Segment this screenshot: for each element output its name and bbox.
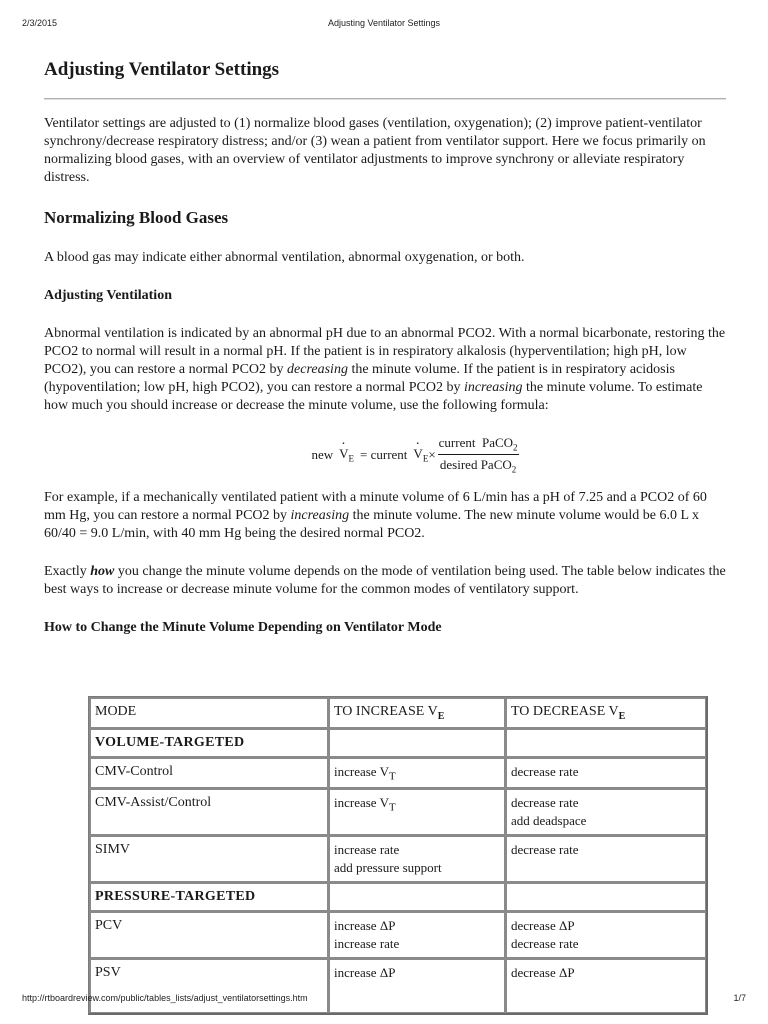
header-mode — [89, 697, 328, 728]
decrease-cell — [505, 911, 706, 958]
group-row-pressure — [89, 882, 706, 911]
article — [44, 52, 726, 637]
text-run: you change the minute volume depends on the mode of ventilation being used. The table below indicates the best ways to increase or decrease minute volume for the common modes of ventilatory support. — [44, 564, 726, 597]
header-sub: E — [437, 710, 445, 722]
formula-equals: = current — [360, 447, 408, 462]
cell-sub: T — [388, 801, 396, 814]
mode-cell — [89, 911, 328, 958]
subsection-heading-ventilation: Adjusting Ventilation — [44, 288, 172, 303]
cell-text: increase V — [334, 764, 389, 779]
minute-volume-formula — [104, 435, 726, 475]
empty-cell — [328, 882, 505, 911]
decrease-cell — [505, 788, 706, 835]
text-run: the minute volume. To estimate how much you should increase or decrease the minute volume, use the following formula: — [44, 380, 703, 413]
decrease-cell — [505, 757, 706, 788]
formula-sub: E — [348, 453, 355, 464]
fraction-denominator — [440, 455, 516, 475]
page-title: Adjusting Ventilator Settings — [44, 59, 280, 80]
cell-line: increase ΔP — [334, 965, 396, 980]
table-header-row — [89, 697, 706, 728]
decrease-cell — [505, 835, 706, 882]
title-divider — [44, 98, 726, 100]
emphasis-increasing: increasing — [290, 508, 350, 523]
v-dot-symbol — [413, 446, 428, 464]
table-row — [89, 911, 706, 958]
cell-line: add deadspace — [511, 813, 587, 828]
source-url: http://rtboardreview.com/public/tables_lists/adjust_ventilatorsettings.htm — [22, 993, 308, 1003]
cell-line: add pressure support — [334, 860, 442, 875]
emphasis-decreasing: decreasing — [287, 362, 348, 377]
mode-name: PSV — [95, 965, 121, 980]
header-increase — [328, 697, 505, 728]
cell-line: decrease ΔP — [511, 918, 575, 933]
cell-line: decrease rate — [511, 764, 579, 779]
fraction-numerator — [438, 435, 519, 455]
group-label: PRESSURE-TARGETED — [89, 882, 328, 911]
increase-cell — [328, 757, 505, 788]
group-label: VOLUME-TARGETED — [89, 728, 328, 757]
table-row — [89, 788, 706, 835]
cell-line — [334, 764, 396, 783]
mode-cell — [89, 757, 328, 788]
section-text-normalizing: A blood gas may indicate either abnormal ventilation, abnormal oxygenation, or both. — [44, 250, 525, 265]
print-date: 2/3/2015 — [22, 18, 58, 28]
empty-cell — [505, 728, 706, 757]
mode-paragraph — [44, 563, 726, 599]
group-row-volume — [89, 728, 706, 757]
text-run: the minute volume. If the patient is in respiratory acidosis (hypoventilation; low pH, high PCO2), you can restore a normal PCO2 by — [44, 362, 675, 395]
cell-line: decrease ΔP — [511, 965, 575, 980]
cell-line: increase ΔP — [334, 918, 396, 933]
mode-cell — [89, 835, 328, 882]
text-run: Exactly — [44, 564, 91, 579]
intro-paragraph: Ventilator settings are adjusted to (1) normalize blood gases (ventilation, oxygenation); (2) improve patient-ventilator synchrony/decrease respiratory distress; and/or (3) wean a patient from ventilator support. Here we focus primarily on normalizing blood gases, with an overview of ventilator adjustments to improve synchrony or alleviate respiratory distress. — [44, 116, 706, 185]
table-row — [89, 835, 706, 882]
increase-cell — [328, 835, 505, 882]
cell-line: increase rate — [334, 842, 400, 857]
emphasis-how: how — [90, 564, 115, 579]
cell-text: increase V — [334, 795, 389, 810]
cell-sub: T — [388, 770, 396, 783]
table-title: How to Change the Minute Volume Depending on Ventilator Mode — [44, 620, 442, 635]
empty-cell — [328, 728, 505, 757]
mode-name: CMV-Control — [95, 764, 174, 779]
mode-name: SIMV — [95, 842, 131, 857]
formula-new: new — [311, 447, 334, 462]
print-header — [0, 18, 768, 32]
emphasis-increasing: increasing — [463, 380, 523, 395]
header-text: TO DECREASE V — [511, 704, 619, 719]
ventilator-mode-table — [88, 696, 708, 1015]
header-sub: E — [618, 710, 626, 722]
cell-line: increase rate — [334, 936, 400, 951]
print-footer — [0, 993, 768, 1007]
cell-line: decrease rate — [511, 795, 579, 810]
cell-line: decrease rate — [511, 842, 579, 857]
text-run: Abnormal ventilation is indicated by an abnormal pH due to an abnormal PCO2. With a normal bicarbonate, restoring the PCO2 to normal will result in a normal pH. If the patient is in respiratory alkalosis (hyperventilation; high pH, low PCO2), you can restore a normal PCO2 by — [44, 326, 726, 377]
mode-cell — [89, 788, 328, 835]
section-heading-normalizing: Normalizing Blood Gases — [44, 208, 229, 227]
increase-cell — [328, 788, 505, 835]
print-page-title: Adjusting Ventilator Settings — [327, 18, 441, 28]
example-paragraph — [44, 489, 726, 543]
header-text: TO INCREASE V — [334, 704, 438, 719]
ventilation-paragraph — [44, 325, 726, 415]
formula-v: V — [413, 446, 423, 462]
increase-cell — [328, 911, 505, 958]
header-decrease — [505, 697, 706, 728]
cell-line: decrease rate — [511, 936, 579, 951]
text-run: the minute volume. The new minute volume would be 6.0 L x 60/40 = 9.0 L/min, with 40 mm Hg being the desired normal PCO2. — [44, 508, 700, 541]
v-dot-symbol — [339, 446, 354, 464]
formula-sub: 2 — [513, 443, 518, 453]
numerator-text: current PaCO — [438, 435, 514, 451]
table-row — [89, 757, 706, 788]
formula-sub: E — [422, 453, 429, 464]
text-run: For example, if a mechanically ventilated patient with a minute volume of 6 L/min has a pH of 7.25 and a PCO2 of 60 mm Hg, you can restore a normal PCO2 by — [44, 490, 707, 523]
page-number: 1/7 — [733, 993, 746, 1003]
header-text: MODE — [95, 704, 137, 719]
mode-name: CMV-Assist/Control — [95, 795, 212, 810]
mode-name: PCV — [95, 918, 123, 933]
cell-line — [334, 795, 396, 814]
formula-fraction — [438, 435, 519, 474]
formula-v: V — [339, 446, 349, 462]
empty-cell — [505, 882, 706, 911]
denominator-text: desired PaCO — [439, 457, 512, 472]
formula-sub: 2 — [511, 464, 517, 475]
multiply-sign: × — [428, 447, 436, 462]
